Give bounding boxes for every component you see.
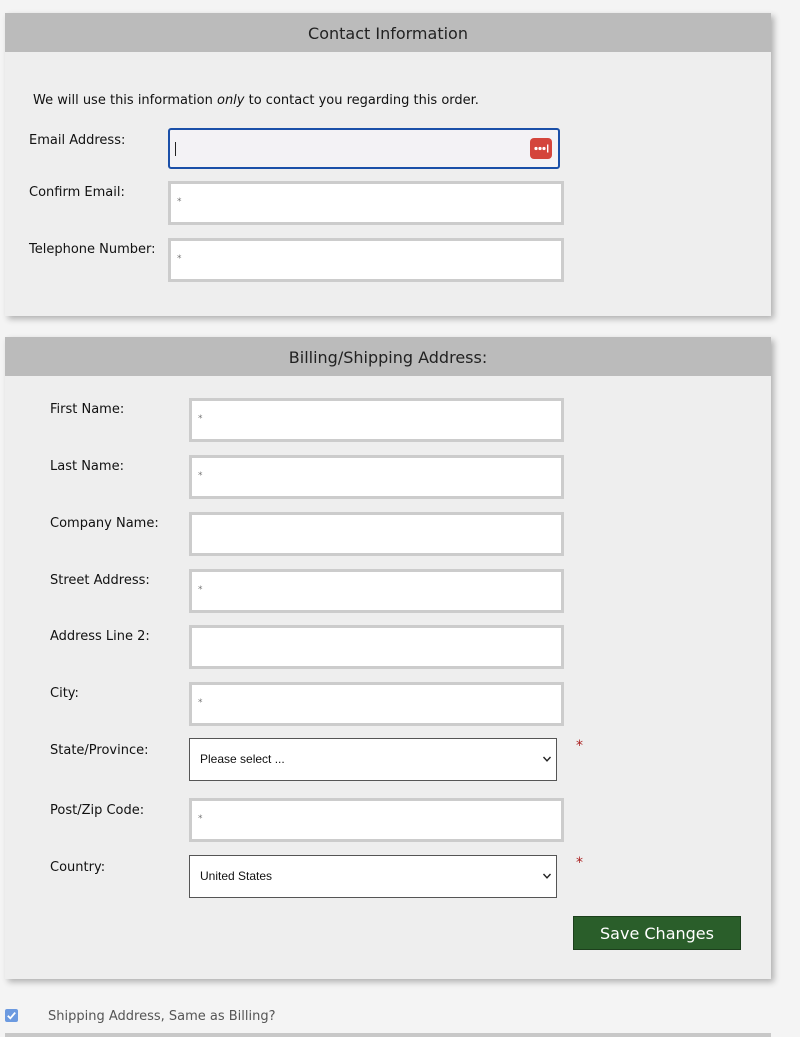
- billing-shipping-header: [5, 337, 771, 376]
- contact-information-header: [5, 13, 771, 52]
- confirm-email-label: Confirm Email:: [29, 185, 125, 200]
- required-placeholder: *: [198, 698, 203, 708]
- chevron-down-icon: [542, 754, 552, 764]
- country-required-marker: *: [576, 855, 583, 871]
- contact-information-title: Contact Information: [308, 24, 468, 43]
- first-name-input[interactable]: [189, 398, 564, 442]
- save-changes-button[interactable]: Save Changes: [573, 916, 741, 950]
- shipping-same-checkbox[interactable]: [5, 1009, 18, 1022]
- last-name-label: Last Name:: [50, 459, 124, 474]
- email-input[interactable]: [168, 128, 560, 169]
- billing-shipping-title: Billing/Shipping Address:: [288, 348, 488, 367]
- chevron-down-icon: [542, 871, 552, 881]
- street-address-input[interactable]: [189, 569, 564, 613]
- city-input[interactable]: [189, 682, 564, 726]
- zip-code-input[interactable]: [189, 798, 564, 842]
- required-placeholder: *: [177, 197, 182, 207]
- state-required-marker: *: [576, 738, 583, 754]
- billing-shipping-panel: [5, 337, 771, 979]
- text-cursor: [175, 142, 176, 156]
- telephone-input[interactable]: [168, 238, 564, 282]
- required-placeholder: *: [198, 814, 203, 824]
- address-line-2-label: Address Line 2:: [50, 629, 150, 644]
- company-name-label: Company Name:: [50, 516, 159, 531]
- first-name-label: First Name:: [50, 402, 125, 417]
- street-address-label: Street Address:: [50, 573, 150, 588]
- required-placeholder: *: [198, 585, 203, 595]
- country-label: Country:: [50, 860, 106, 875]
- required-placeholder: *: [198, 471, 203, 481]
- confirm-email-input[interactable]: [168, 181, 564, 225]
- shipping-same-label[interactable]: Shipping Address, Same as Billing?: [48, 1009, 276, 1024]
- password-manager-icon[interactable]: [530, 138, 552, 159]
- state-province-select[interactable]: [189, 738, 557, 781]
- contact-intro-text: We will use this information only to contact you regarding this order.: [33, 93, 479, 108]
- address-line-2-input[interactable]: [189, 625, 564, 669]
- company-name-input[interactable]: [189, 512, 564, 556]
- state-province-value: Please select ...: [200, 752, 285, 766]
- checkmark-icon: [5, 1009, 18, 1022]
- state-province-label: State/Province:: [50, 743, 149, 758]
- telephone-label: Telephone Number:: [29, 242, 156, 257]
- city-label: City:: [50, 686, 79, 701]
- required-placeholder: *: [177, 254, 182, 264]
- section-divider: [5, 1033, 771, 1037]
- last-name-input[interactable]: [189, 455, 564, 499]
- required-placeholder: *: [198, 414, 203, 424]
- zip-code-label: Post/Zip Code:: [50, 803, 145, 818]
- contact-information-panel: [5, 13, 771, 316]
- email-label: Email Address:: [29, 133, 126, 148]
- country-value: United States: [200, 869, 273, 883]
- country-select[interactable]: [189, 855, 557, 898]
